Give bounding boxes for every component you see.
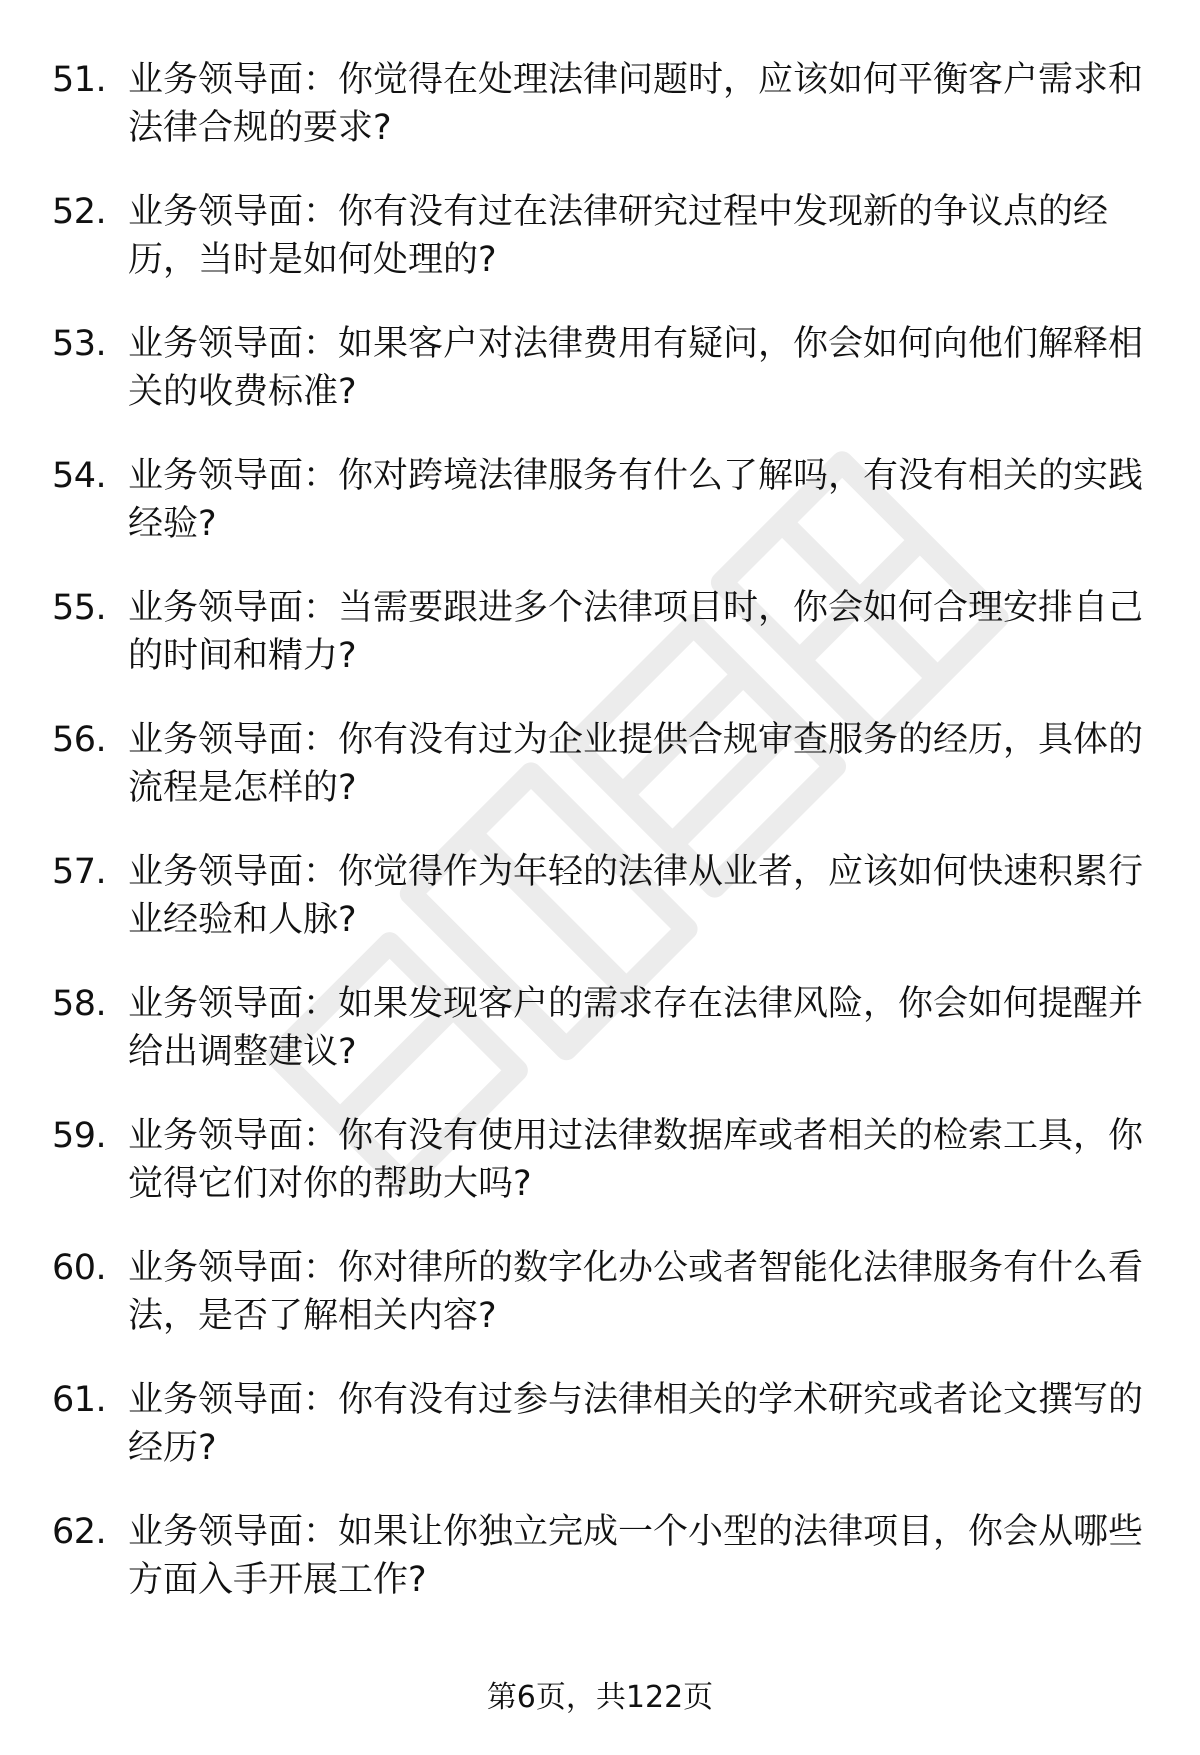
- question-text: 业务领导面：你有没有过为企业提供合规审查服务的经历，具体的流程是怎样的?: [128, 720, 1144, 808]
- question-list: [52, 56, 1152, 1640]
- question-number: 54.: [52, 456, 107, 496]
- question-number: 57.: [52, 852, 107, 892]
- question-number: 51.: [52, 60, 107, 100]
- question-text: 业务领导面：你对跨境法律服务有什么了解吗，有没有相关的实践经验?: [128, 456, 1144, 544]
- question-text: 业务领导面：你觉得在处理法律问题时，应该如何平衡客户需求和法律合规的要求?: [128, 60, 1144, 148]
- question-text: 业务领导面：你有没有过参与法律相关的学术研究或者论文撰写的经历?: [128, 1380, 1144, 1468]
- question-number: 56.: [52, 720, 107, 760]
- list-item: [52, 320, 1152, 452]
- list-item: [52, 452, 1152, 584]
- question-text: 业务领导面：你对律所的数字化办公或者智能化法律服务有什么看法，是否了解相关内容?: [128, 1248, 1144, 1336]
- question-number: 62.: [52, 1512, 107, 1552]
- question-number: 52.: [52, 192, 107, 232]
- list-item: [52, 848, 1152, 980]
- question-text: 业务领导面：当需要跟进多个法律项目时，你会如何合理安排自己的时间和精力?: [128, 588, 1144, 676]
- question-number: 53.: [52, 324, 107, 364]
- question-number: 61.: [52, 1380, 107, 1420]
- list-item: [52, 56, 1152, 188]
- question-text: 业务领导面：你有没有过在法律研究过程中发现新的争议点的经历，当时是如何处理的?: [128, 192, 1109, 280]
- list-item: [52, 1112, 1152, 1244]
- list-item: [52, 716, 1152, 848]
- question-number: 55.: [52, 588, 107, 628]
- list-item: [52, 1376, 1152, 1508]
- question-text: 业务领导面：如果让你独立完成一个小型的法律项目，你会从哪些方面入手开展工作?: [128, 1512, 1144, 1600]
- question-text: 业务领导面：如果客户对法律费用有疑问，你会如何向他们解释相关的收费标准?: [128, 324, 1144, 412]
- list-item: [52, 1508, 1152, 1640]
- question-text: 业务领导面：你有没有使用过法律数据库或者相关的检索工具，你觉得它们对你的帮助大吗?: [128, 1116, 1144, 1204]
- page-footer: 第6页，共122页: [486, 1680, 714, 1715]
- question-text: 业务领导面：你觉得作为年轻的法律从业者，应该如何快速积累行业经验和人脉?: [128, 852, 1144, 940]
- list-item: [52, 980, 1152, 1112]
- question-text: 业务领导面：如果发现客户的需求存在法律风险，你会如何提醒并给出调整建议?: [128, 984, 1144, 1072]
- list-item: [52, 1244, 1152, 1376]
- question-number: 60.: [52, 1248, 107, 1288]
- list-item: [52, 188, 1152, 320]
- list-item: [52, 584, 1152, 716]
- question-number: 58.: [52, 984, 107, 1024]
- question-number: 59.: [52, 1116, 107, 1156]
